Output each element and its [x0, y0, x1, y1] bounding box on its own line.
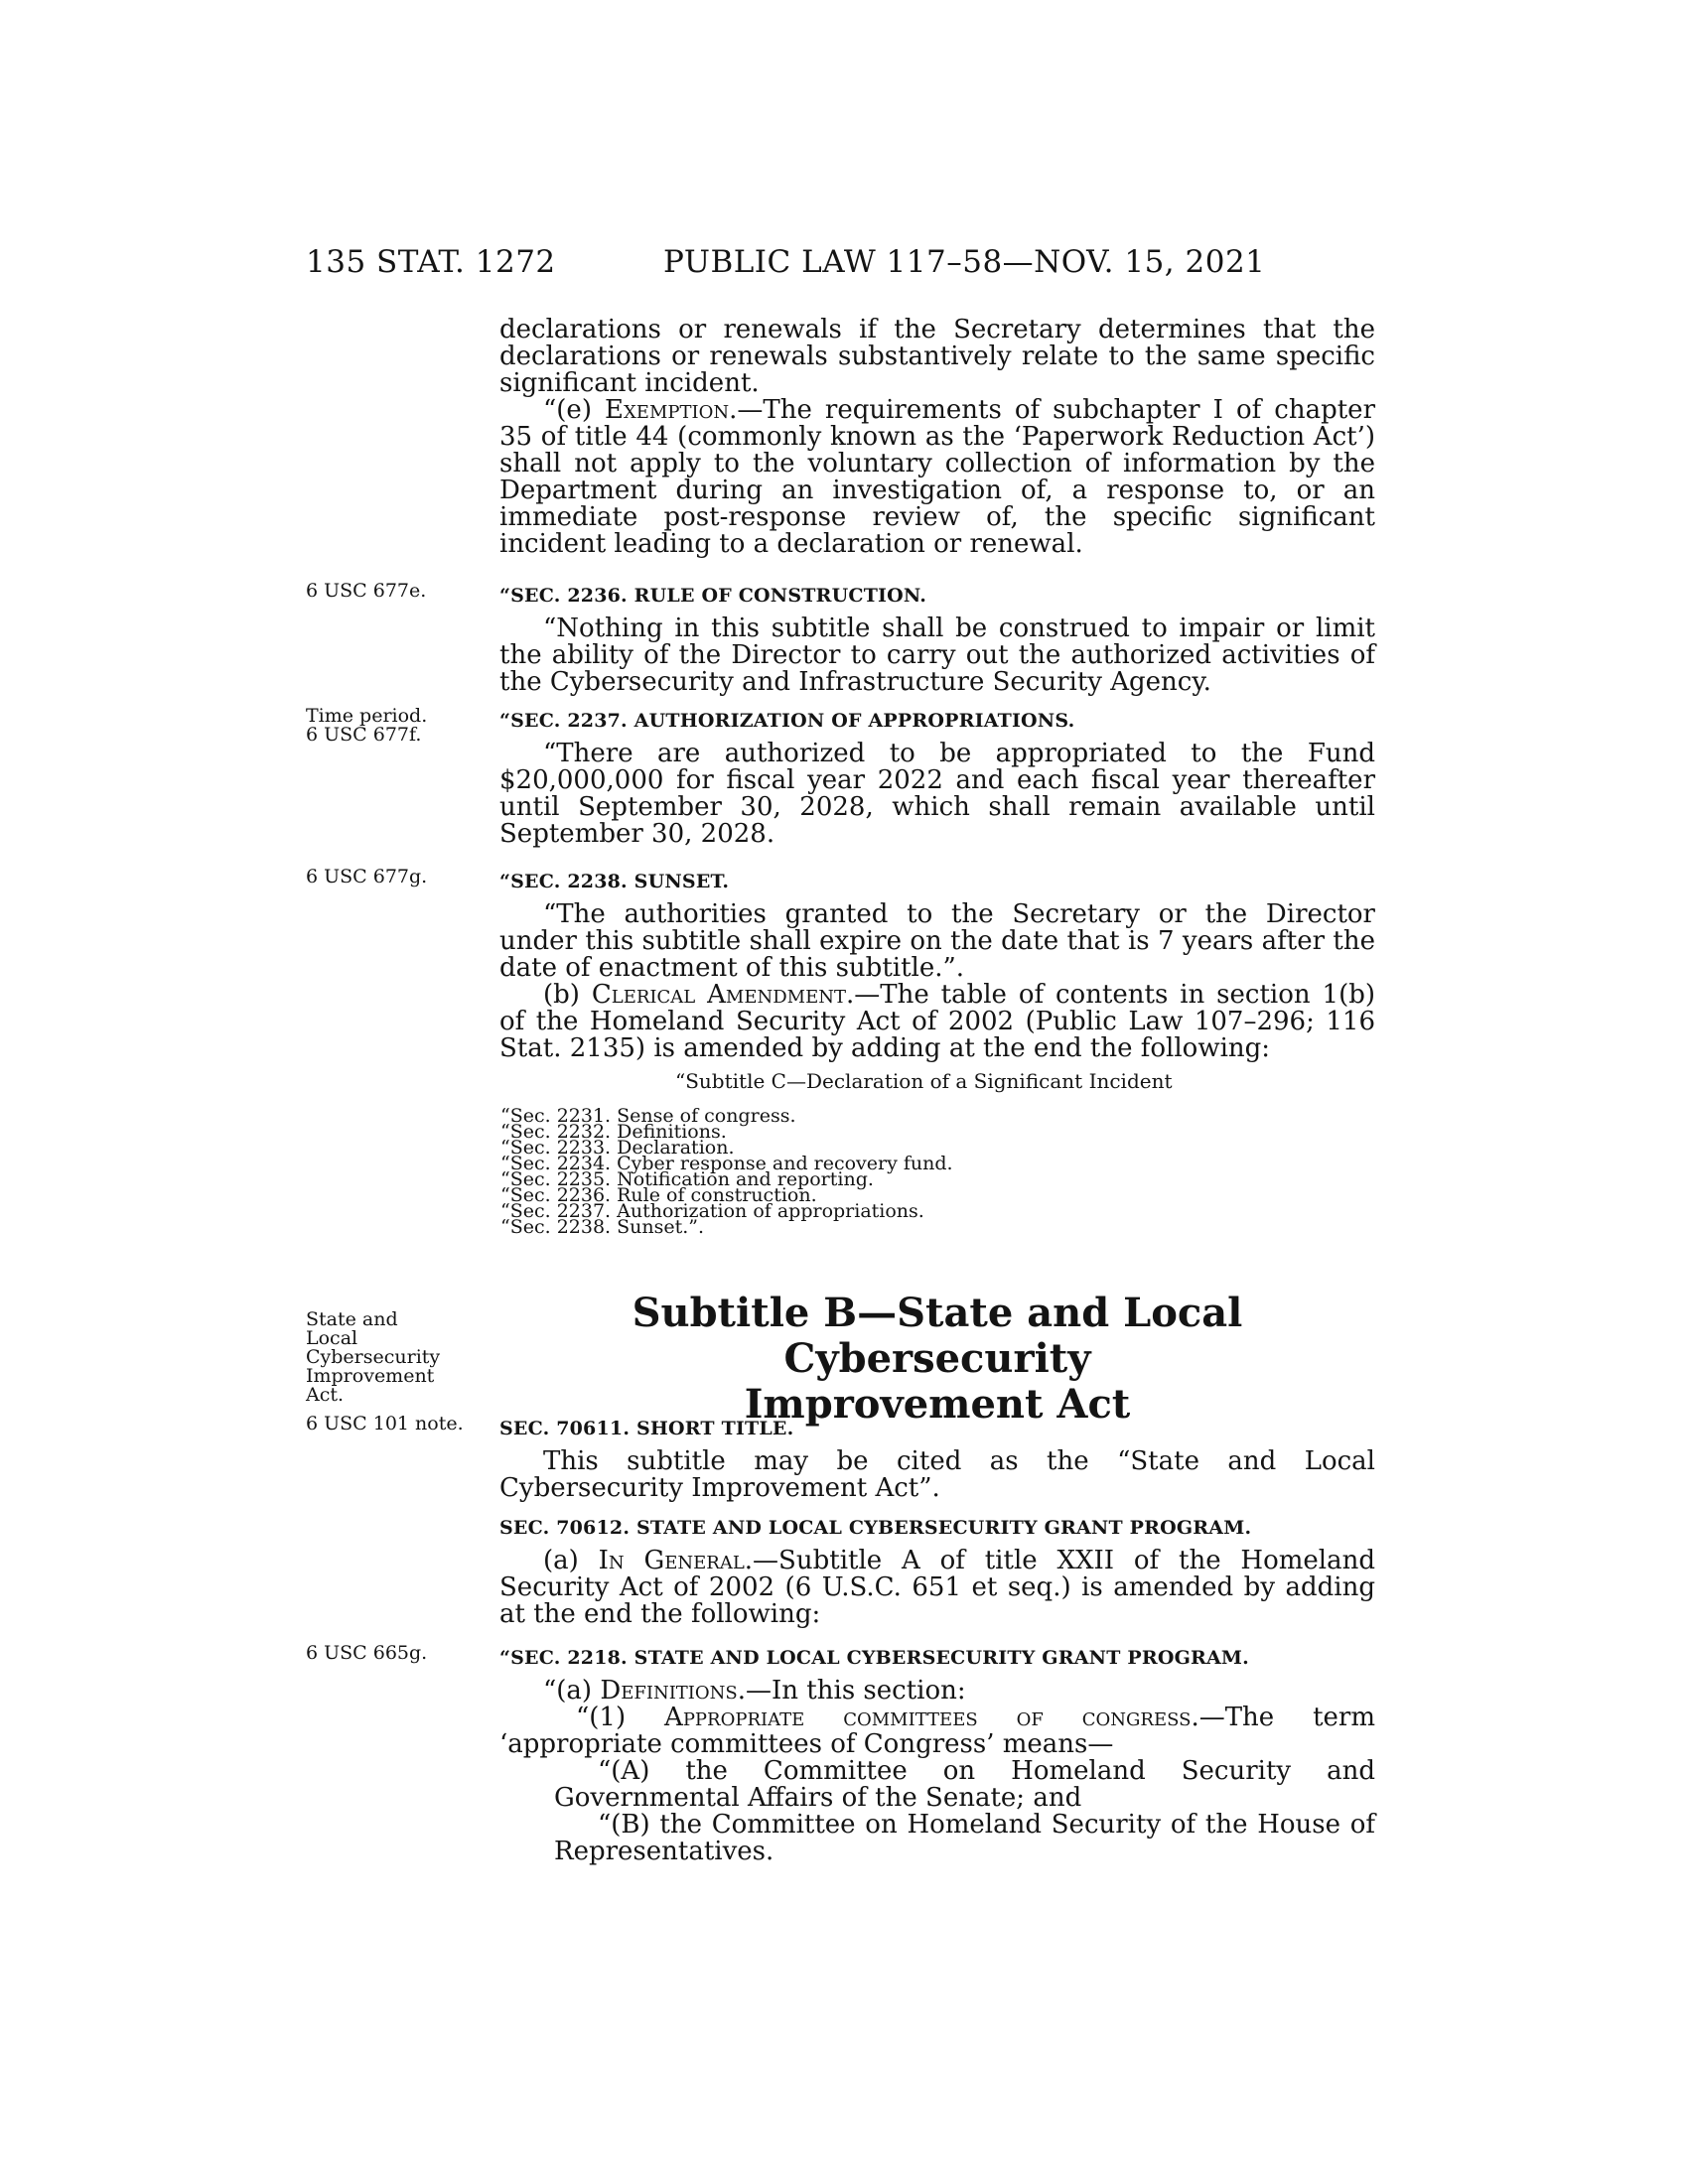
para-appropriate-committees: “(1) Appropriate committees of congress.—The term ‘appropriate committees of Congress’ means— [499, 1703, 1376, 1759]
toc-item: “Sec. 2233. Declaration. [500, 1137, 735, 1159]
toc-item: “Sec. 2234. Cyber response and recovery fund. [500, 1153, 953, 1174]
running-head-title: PUBLIC LAW 117–58—NOV. 15, 2021 [663, 244, 1266, 280]
toc-item: “Sec. 2235. Notification and reporting. [500, 1168, 874, 1190]
sec-2238-heading: “SEC. 2238. SUNSET. [499, 871, 730, 892]
in-general-label: In General [598, 1546, 745, 1575]
sec-2218-heading: “SEC. 2218. STATE AND LOCAL CYBERSECURITY GRANT PROGRAM. [499, 1647, 1249, 1669]
toc-item: “Sec. 2238. Sunset.”. [500, 1216, 705, 1238]
sec-2218-body [499, 1678, 1375, 1865]
continued-paragraph [499, 317, 1375, 558]
toc-item: “Sec. 2232. Definitions. [500, 1121, 727, 1143]
sec-2237-body [499, 741, 1375, 848]
para-item-a: “(A) the Committee on Homeland Security and Governmental Affairs of the Senate; and [554, 1756, 1375, 1813]
toc-list [500, 1105, 953, 1238]
margin-note-101-note: 6 USC 101 note. [306, 1413, 464, 1434]
sec-2236-body [499, 615, 1375, 696]
toc-item: “Sec. 2236. Rule of construction. [500, 1184, 817, 1206]
sec-70611-body [499, 1448, 1375, 1502]
margin-note-677f: 6 USC 677f. [306, 724, 422, 746]
approp-label: Appropriate committees of congress [664, 1703, 1192, 1732]
sec-70612-body [499, 1548, 1375, 1628]
sec-70612-heading: SEC. 70612. STATE AND LOCAL CYBERSECURITY GRANT PROGRAM. [499, 1517, 1252, 1539]
margin-note-665g: 6 USC 665g. [306, 1642, 428, 1664]
sec-2237-heading: “SEC. 2237. AUTHORIZATION OF APPROPRIATIONS. [499, 710, 1075, 732]
para-exemption: “(e) Exemption.—The requirements of subchapter I of chapter 35 of title 44 (commonly known as the ‘Paperwork Reduction Act’) shall not apply to the voluntary collection of information by the Department during an investigation of, a response to, or an immediate post-response review of, the specific significant incident leading to a declaration or renewal. [499, 395, 1375, 559]
margin-note-677e: 6 USC 677e. [306, 580, 427, 602]
margin-note-time-period: Time period. [306, 705, 428, 727]
margin-note-677g: 6 USC 677g. [306, 866, 428, 887]
para-declarations-continued: declarations or renewals if the Secretary determines that the declarations or renewals substantively relate to the same specific significant incident. [499, 315, 1375, 398]
subtitle-line-1: Subtitle B—State and Local Cybersecurity [632, 1290, 1243, 1382]
para-short-title: This subtitle may be cited as the “State and Local Cybersecurity Improvement Act”. [499, 1446, 1375, 1503]
para-definitions: “(a) Definitions.—In this section: [543, 1676, 966, 1706]
para-in-general: (a) In General.—Subtitle A of title XXII of the Homeland Security Act of 2002 (6 U.S.C. 651 et seq.) is amended by adding at the end the following: [499, 1546, 1375, 1629]
subtitle-heading [499, 1291, 1375, 1428]
para-sunset: “The authorities granted to the Secretary or the Director under this subtitle shall expire on the date that is 7 years after the date of enactment of this subtitle.”. [499, 899, 1375, 983]
definitions-label: Definitions [600, 1676, 738, 1706]
sec-70611-heading: SEC. 70611. SHORT TITLE. [499, 1418, 794, 1439]
exemption-label: Exemption [605, 395, 730, 425]
toc-item: “Sec. 2237. Authorization of appropriations. [500, 1200, 924, 1222]
margin-note-state-local-act: State and Local Cybersecurity Improvement Act. [306, 1308, 441, 1406]
para-rule-of-construction: “Nothing in this subtitle shall be construed to impair or limit the ability of the Director to carry out the authorized activities of the Cybersecurity and Infrastructure Security Agency. [499, 614, 1375, 697]
sec-2238-body [499, 901, 1375, 1062]
para-clerical-amendment: (b) Clerical Amendment.—The table of contents in section 1(b) of the Homeland Security Act of 2002 (Public Law 107–296; 116 Stat. 2135) is amended by adding at the end the following: [499, 980, 1376, 1063]
sec-2236-heading: “SEC. 2236. RULE OF CONSTRUCTION. [499, 585, 927, 607]
para-authorization: “There are authorized to be appropriated to the Fund $20,000,000 for fiscal year 2022 and each fiscal year thereafter until September 30, 2028, which shall remain available until September 30, 2028. [499, 739, 1375, 849]
toc-item: “Sec. 2231. Sense of congress. [500, 1105, 796, 1127]
toc-subtitle-heading: “Subtitle C—Declaration of a Significant Incident [675, 1069, 1173, 1093]
subtitle-line-2: Improvement Act [744, 1381, 1131, 1428]
clerical-label: Clerical Amendment [591, 980, 846, 1010]
para-item-b: “(B) the Committee on Homeland Security of the House of Representatives. [554, 1810, 1375, 1866]
page-stat-reference: 135 STAT. 1272 [306, 244, 556, 280]
